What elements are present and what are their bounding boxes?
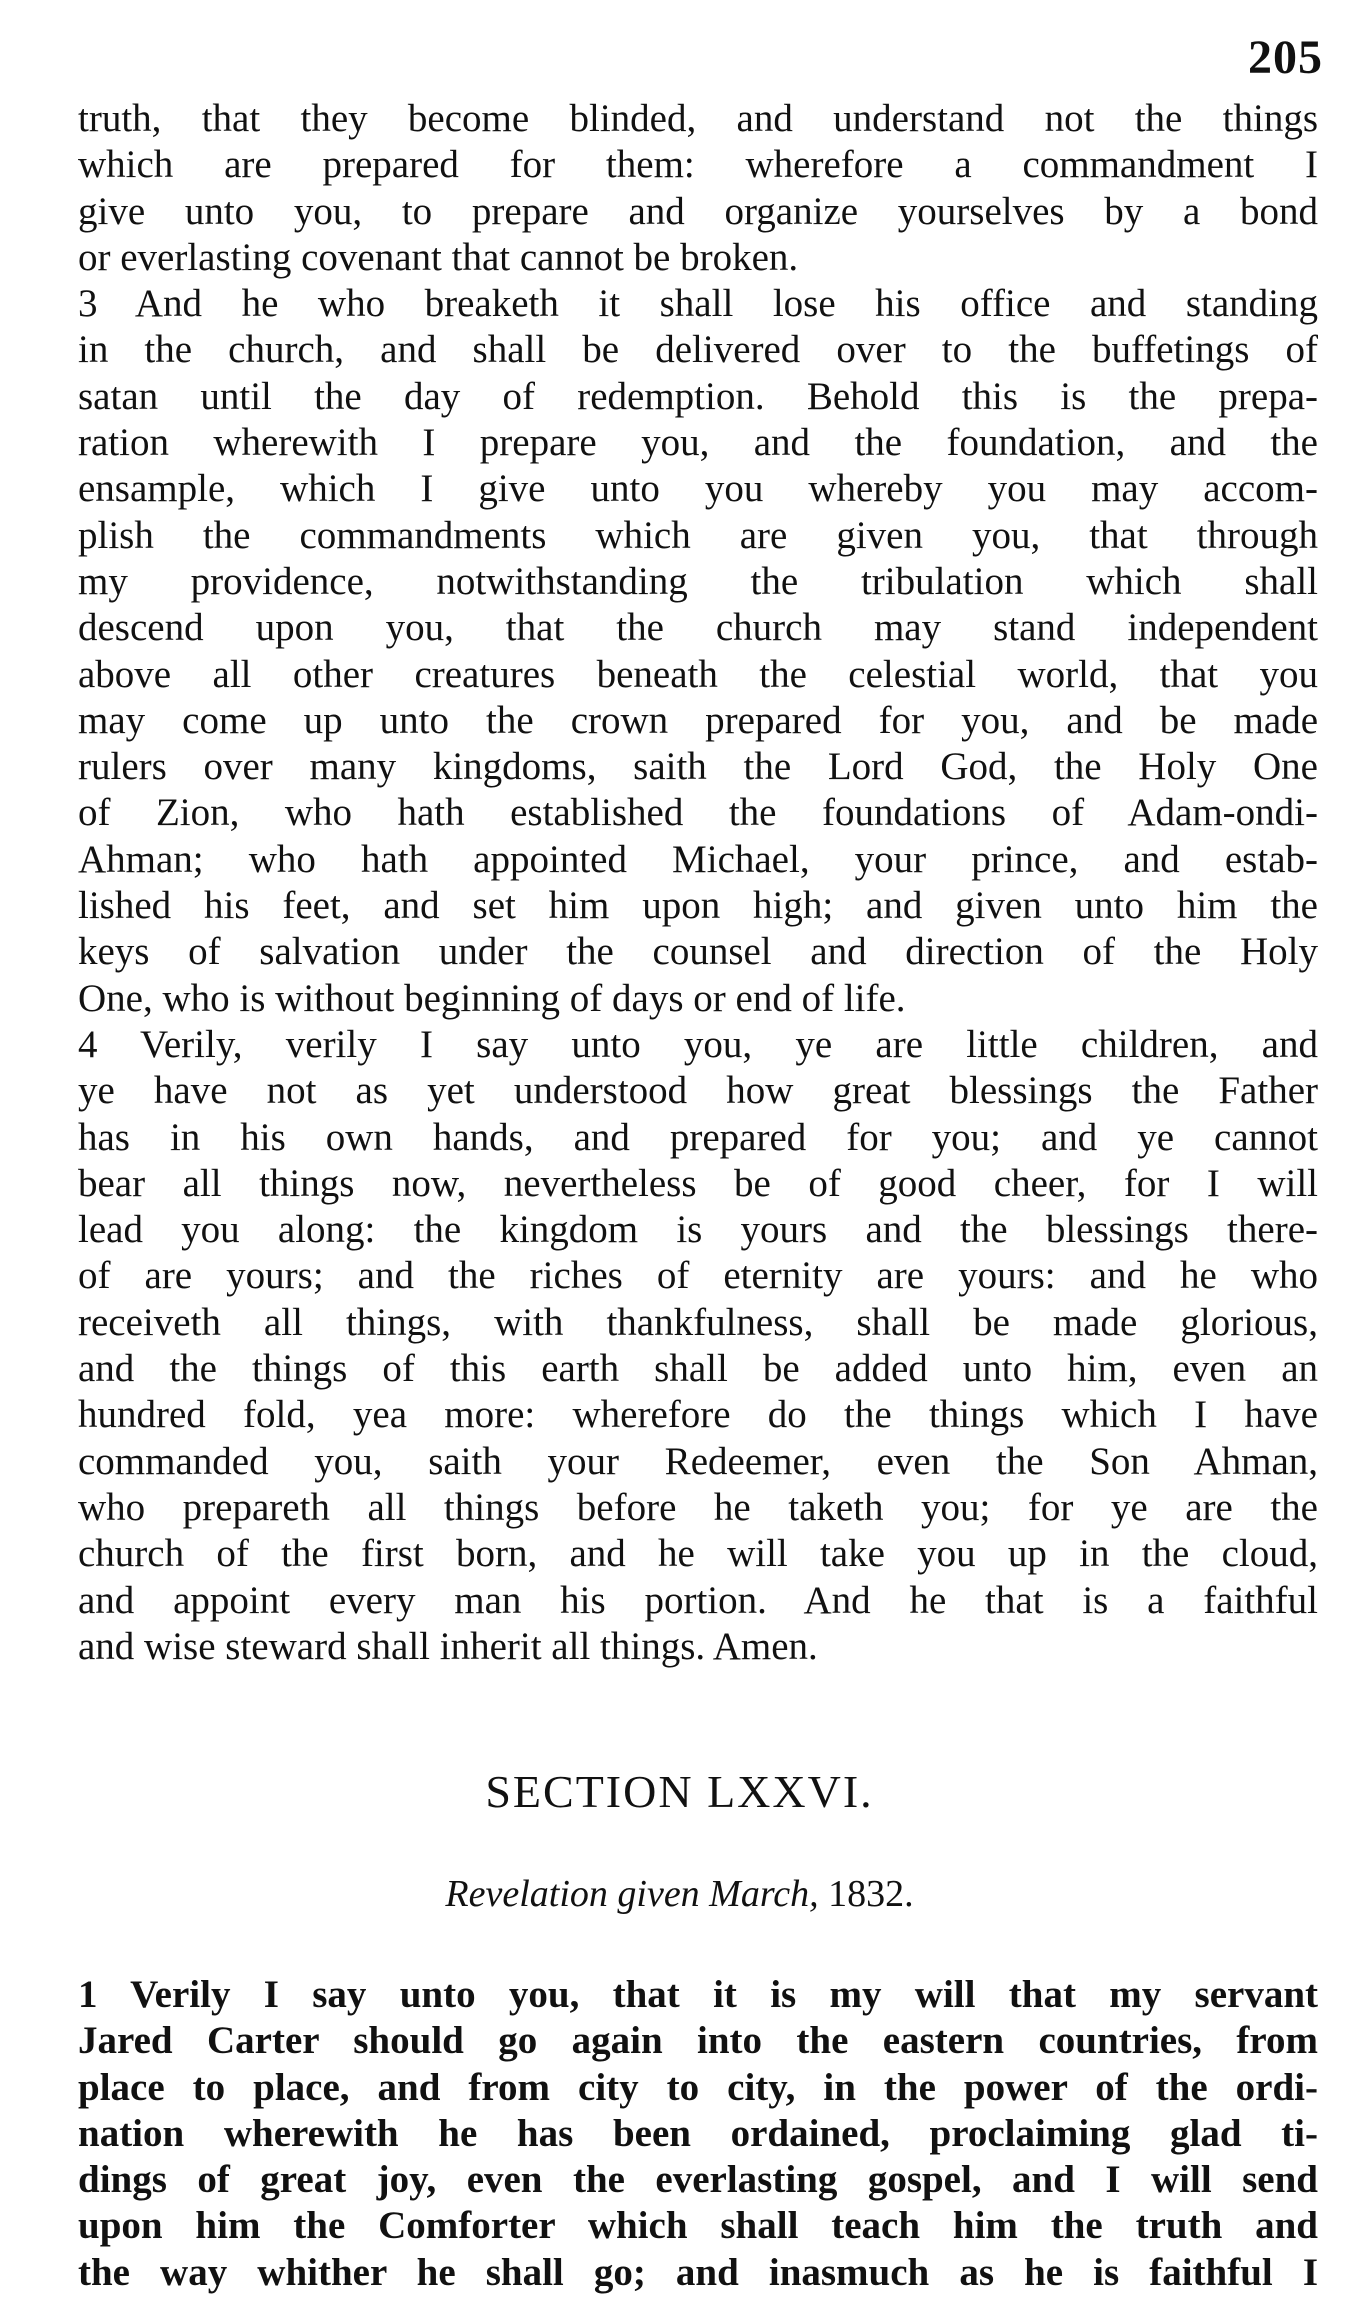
text-line: who prepareth all things before he taketh you; for ye are the xyxy=(78,1485,1318,1529)
text-block-section-lxxv xyxy=(78,96,1318,1670)
text-line: church of the first born, and he will take you up in the cloud, xyxy=(78,1532,1318,1576)
section-heading: SECTION LXXVI. xyxy=(485,1766,874,1817)
text-line: upon him the Comforter which shall teach him the truth and xyxy=(78,2204,1318,2248)
text-line: rulers over many kingdoms, saith the Lord God, the Holy One xyxy=(78,745,1318,789)
text-line: may come up unto the crown prepared for you, and be made xyxy=(78,698,1318,742)
text-block-section-lxxvi xyxy=(78,1972,1318,2296)
text-line: place to place, and from city to city, in the power of the ordi- xyxy=(78,2065,1318,2109)
text-line: ration wherewith I prepare you, and the foundation, and the xyxy=(78,421,1318,465)
text-line: of are yours; and the riches of eternity are yours: and he who xyxy=(78,1254,1318,1298)
text-line: 3 And he who breaketh it shall lose his office and standing xyxy=(78,282,1318,326)
text-line: Ahman; who hath appointed Michael, your prince, and estab- xyxy=(78,837,1318,881)
text-line: lished his feet, and set him upon high; and given unto him the xyxy=(78,884,1318,928)
text-line: truth, that they become blinded, and understand not the things xyxy=(78,97,1318,140)
text-line: satan until the day of redemption. Behold this is the prepa- xyxy=(78,374,1318,418)
text-line: 4 Verily, verily I say unto you, ye are little children, and xyxy=(78,1022,1318,1066)
text-line: or everlasting covenant that cannot be broken. xyxy=(78,235,799,279)
revelation-year: 1832. xyxy=(818,1873,914,1915)
text-line: descend upon you, that the church may stand independent xyxy=(78,606,1318,650)
text-line: plish the commandments which are given you, that through xyxy=(78,513,1318,557)
text-line: bear all things now, nevertheless be of good cheer, for I will xyxy=(78,1161,1318,1205)
text-line: give unto you, to prepare and organize yourselves by a bond xyxy=(78,189,1318,233)
text-line: which are prepared for them: wherefore a commandment I xyxy=(78,143,1318,187)
text-line: lead you along: the kingdom is yours and the blessings there- xyxy=(78,1208,1318,1252)
text-line: and wise steward shall inherit all things. Amen. xyxy=(78,1624,818,1668)
text-line: has in his own hands, and prepared for you; and ye cannot xyxy=(78,1115,1318,1159)
text-line: ensample, which I give unto you whereby you may accom- xyxy=(78,467,1318,511)
text-line: and appoint every man his portion. And he that is a faithful xyxy=(78,1578,1318,1622)
text-line: commanded you, saith your Redeemer, even the Son Ahman, xyxy=(78,1439,1318,1483)
text-line: and the things of this earth shall be added unto him, even an xyxy=(78,1347,1318,1391)
text-line: the way whither he shall go; and inasmuch as he is faithful I xyxy=(78,2250,1318,2294)
text-line: keys of salvation under the counsel and direction of the Holy xyxy=(78,930,1318,974)
text-line: of Zion, who hath established the foundations of Adam-ondi- xyxy=(78,791,1318,835)
text-line: in the church, and shall be delivered over to the buffetings of xyxy=(78,328,1318,372)
text-line: my providence, notwithstanding the tribulation which shall xyxy=(78,559,1318,603)
text-line: dings of great joy, even the everlasting gospel, and I will send xyxy=(78,2158,1318,2202)
page-number: 205 xyxy=(1248,31,1323,84)
revelation-caption: Revelation given March, xyxy=(445,1873,819,1915)
text-line: 1 Verily I say unto you, that it is my will that my servant xyxy=(78,1973,1318,2016)
text-line: nation wherewith he has been ordained, proclaiming glad ti- xyxy=(78,2111,1318,2155)
text-line: above all other creatures beneath the celestial world, that you xyxy=(78,652,1318,696)
text-line: receiveth all things, with thankfulness, shall be made glorious, xyxy=(78,1300,1318,1344)
text-line: One, who is without beginning of days or end of life. xyxy=(78,976,906,1020)
text-line: ye have not as yet understood how great blessings the Father xyxy=(78,1069,1318,1113)
revelation-date-line xyxy=(0,1872,1359,1916)
text-line: hundred fold, yea more: wherefore do the things which I have xyxy=(78,1393,1318,1437)
text-line: Jared Carter should go again into the eastern countries, from xyxy=(78,2019,1318,2063)
